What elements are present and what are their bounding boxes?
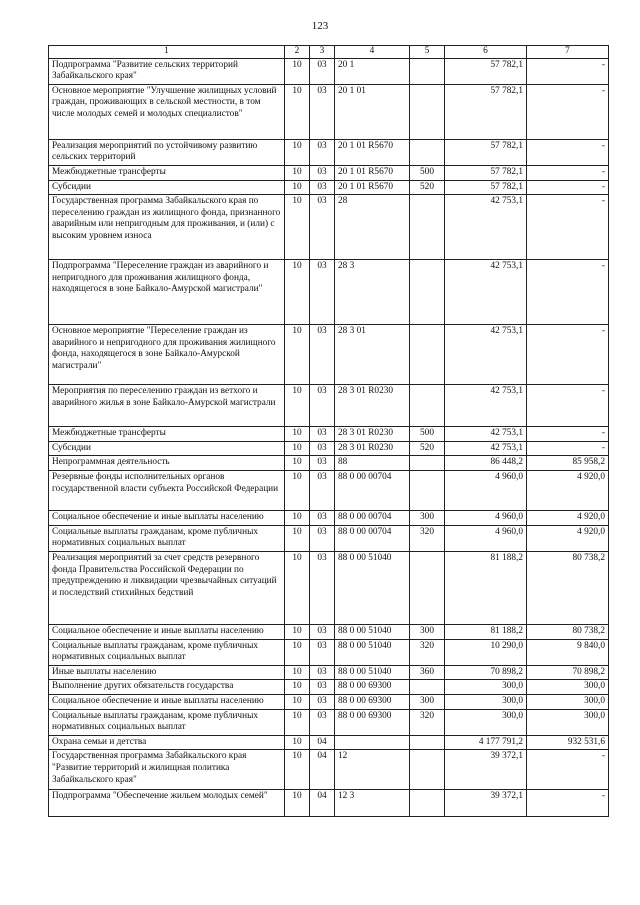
table-row [49, 195, 609, 260]
row-subsection: 03 [310, 680, 335, 695]
row-amount-year2: - [527, 180, 609, 195]
row-name: Государственная программа Забайкальского края по переселению граждан из жилищного фонда, признанного аварийным или непригодным для проживания, и (или) с высоким уровнем износа [49, 195, 285, 260]
row-amount-year1: 39 372,1 [445, 790, 527, 817]
row-amount-year1: 42 753,1 [445, 325, 527, 385]
row-subsection: 03 [310, 166, 335, 181]
row-subsection: 03 [310, 471, 335, 511]
row-subsection: 03 [310, 195, 335, 260]
row-name: Мероприятия по переселению граждан из ветхого и аварийного жилья в зоне Байкало-Амурской магистрали [49, 385, 285, 427]
row-amount-year2: - [527, 260, 609, 325]
row-amount-year1: 57 782,1 [445, 180, 527, 195]
row-section: 10 [285, 139, 310, 165]
row-amount-year1: 81 188,2 [445, 624, 527, 639]
table-header-row [49, 46, 609, 59]
row-name: Социальные выплаты гражданам, кроме публичных нормативных социальных выплат [49, 709, 285, 735]
row-section: 10 [285, 441, 310, 456]
row-expense-type: 500 [410, 427, 445, 442]
row-expense-type: 520 [410, 441, 445, 456]
row-amount-year2: 4 920,0 [527, 525, 609, 551]
budget-table [48, 45, 609, 817]
row-amount-year2: - [527, 139, 609, 165]
row-target-article: 88 0 00 51040 [335, 551, 410, 624]
row-amount-year2: - [527, 441, 609, 456]
row-subsection: 03 [310, 665, 335, 680]
row-expense-type [410, 750, 445, 790]
row-target-article: 20 1 01 R5670 [335, 139, 410, 165]
row-subsection: 03 [310, 624, 335, 639]
row-name: Социальные выплаты гражданам, кроме публичных нормативных социальных выплат [49, 639, 285, 665]
table-row [49, 735, 609, 750]
page-number: 123 [311, 20, 329, 32]
row-name: Выполнение других обязательств государства [49, 680, 285, 695]
table-row [49, 456, 609, 471]
table-row [49, 551, 609, 624]
column-header: 2 [285, 46, 310, 59]
row-name: Реализация мероприятий по устойчивому развитию сельских территорий [49, 139, 285, 165]
row-amount-year1: 86 448,2 [445, 456, 527, 471]
row-target-article: 88 0 00 69300 [335, 694, 410, 709]
row-expense-type [410, 680, 445, 695]
row-target-article: 28 [335, 195, 410, 260]
row-target-article: 12 3 [335, 790, 410, 817]
row-name: Социальное обеспечение и иные выплаты населению [49, 624, 285, 639]
row-section: 10 [285, 639, 310, 665]
row-expense-type [410, 385, 445, 427]
row-section: 10 [285, 166, 310, 181]
row-amount-year2: 932 531,6 [527, 735, 609, 750]
table-row [49, 325, 609, 385]
row-subsection: 03 [310, 427, 335, 442]
row-amount-year1: 57 782,1 [445, 166, 527, 181]
row-expense-type [410, 58, 445, 84]
row-name: Основное мероприятие "Переселение граждан из аварийного и непригодного для проживания жилищного фонда, находящегося в зоне Байкало-Амурской магистрали" [49, 325, 285, 385]
row-target-article: 28 3 01 R0230 [335, 441, 410, 456]
row-expense-type: 320 [410, 639, 445, 665]
row-section: 10 [285, 551, 310, 624]
table-row [49, 525, 609, 551]
row-target-article: 28 3 [335, 260, 410, 325]
row-amount-year1: 57 782,1 [445, 84, 527, 139]
row-amount-year2: 80 738,2 [527, 624, 609, 639]
row-amount-year1: 300,0 [445, 680, 527, 695]
row-target-article: 28 3 01 R0230 [335, 385, 410, 427]
column-header: 7 [527, 46, 609, 59]
row-amount-year2: 4 920,0 [527, 511, 609, 526]
row-subsection: 03 [310, 456, 335, 471]
row-subsection: 03 [310, 511, 335, 526]
row-name: Социальное обеспечение и иные выплаты населению [49, 694, 285, 709]
row-name: Субсидии [49, 441, 285, 456]
row-expense-type: 300 [410, 694, 445, 709]
row-section: 10 [285, 260, 310, 325]
row-target-article: 28 3 01 R0230 [335, 427, 410, 442]
row-amount-year1: 81 188,2 [445, 551, 527, 624]
row-target-article: 88 [335, 456, 410, 471]
row-name: Социальные выплаты гражданам, кроме публичных нормативных социальных выплат [49, 525, 285, 551]
row-section: 10 [285, 325, 310, 385]
row-expense-type [410, 735, 445, 750]
row-expense-type [410, 139, 445, 165]
row-target-article: 88 0 00 51040 [335, 624, 410, 639]
table-row [49, 694, 609, 709]
row-amount-year1: 300,0 [445, 709, 527, 735]
row-expense-type [410, 551, 445, 624]
row-amount-year1: 4 177 791,2 [445, 735, 527, 750]
table-row [49, 166, 609, 181]
row-section: 10 [285, 385, 310, 427]
row-section: 10 [285, 680, 310, 695]
column-header: 4 [335, 46, 410, 59]
row-subsection: 04 [310, 750, 335, 790]
row-name: Государственная программа Забайкальского края "Развитие территорий и жилищная политика Забайкальского края" [49, 750, 285, 790]
row-target-article: 20 1 01 [335, 84, 410, 139]
row-section: 10 [285, 58, 310, 84]
table-row [49, 427, 609, 442]
table-row [49, 84, 609, 139]
row-name: Непрограммная деятельность [49, 456, 285, 471]
column-header: 3 [310, 46, 335, 59]
row-subsection: 03 [310, 639, 335, 665]
row-name: Социальное обеспечение и иные выплаты населению [49, 511, 285, 526]
table-row [49, 750, 609, 790]
row-section: 10 [285, 790, 310, 817]
row-expense-type [410, 325, 445, 385]
row-section: 10 [285, 525, 310, 551]
row-section: 10 [285, 456, 310, 471]
row-section: 10 [285, 624, 310, 639]
row-name: Подпрограмма "Переселение граждан из аварийного и непригодного для проживания жилищного фонда, находящегося в зоне Байкало-Амурской магистрали" [49, 260, 285, 325]
row-subsection: 03 [310, 260, 335, 325]
row-amount-year2: - [527, 325, 609, 385]
row-name: Межбюджетные трансферты [49, 166, 285, 181]
row-section: 10 [285, 665, 310, 680]
row-subsection: 03 [310, 84, 335, 139]
table-row [49, 790, 609, 817]
row-expense-type: 520 [410, 180, 445, 195]
table-row [49, 441, 609, 456]
row-expense-type: 320 [410, 525, 445, 551]
row-section: 10 [285, 694, 310, 709]
row-section: 10 [285, 84, 310, 139]
row-amount-year1: 42 753,1 [445, 195, 527, 260]
row-subsection: 04 [310, 790, 335, 817]
row-amount-year2: - [527, 427, 609, 442]
row-section: 10 [285, 471, 310, 511]
row-amount-year2: - [527, 385, 609, 427]
row-subsection: 03 [310, 58, 335, 84]
table-row [49, 639, 609, 665]
row-name: Субсидии [49, 180, 285, 195]
row-section: 10 [285, 750, 310, 790]
row-amount-year2: 9 840,0 [527, 639, 609, 665]
row-target-article: 88 0 00 00704 [335, 511, 410, 526]
row-amount-year1: 39 372,1 [445, 750, 527, 790]
row-amount-year2: - [527, 195, 609, 260]
row-amount-year1: 4 960,0 [445, 511, 527, 526]
row-amount-year2: - [527, 58, 609, 84]
row-amount-year1: 10 290,0 [445, 639, 527, 665]
row-target-article: 20 1 01 R5670 [335, 180, 410, 195]
row-name: Основное мероприятие "Улучшение жилищных условий граждан, проживающих в сельской местности, в том числе молодых семей и молодых специалистов" [49, 84, 285, 139]
row-amount-year2: - [527, 84, 609, 139]
table-row [49, 511, 609, 526]
row-expense-type [410, 471, 445, 511]
row-target-article: 20 1 [335, 58, 410, 84]
row-amount-year1: 42 753,1 [445, 441, 527, 456]
row-name: Охрана семьи и детства [49, 735, 285, 750]
row-expense-type: 300 [410, 624, 445, 639]
column-header: 1 [49, 46, 285, 59]
row-section: 10 [285, 195, 310, 260]
row-amount-year2: 300,0 [527, 709, 609, 735]
row-section: 10 [285, 180, 310, 195]
table-row [49, 709, 609, 735]
row-target-article: 28 3 01 [335, 325, 410, 385]
table-row [49, 260, 609, 325]
row-section: 10 [285, 709, 310, 735]
row-name: Подпрограмма "Обеспечение жильем молодых семей" [49, 790, 285, 817]
row-name: Межбюджетные трансферты [49, 427, 285, 442]
row-subsection: 03 [310, 709, 335, 735]
row-amount-year1: 42 753,1 [445, 260, 527, 325]
column-header: 6 [445, 46, 527, 59]
row-amount-year1: 42 753,1 [445, 385, 527, 427]
row-expense-type [410, 790, 445, 817]
row-target-article: 88 0 00 69300 [335, 709, 410, 735]
row-expense-type [410, 84, 445, 139]
row-target-article: 88 0 00 00704 [335, 471, 410, 511]
column-header: 5 [410, 46, 445, 59]
row-subsection: 03 [310, 180, 335, 195]
row-expense-type: 300 [410, 511, 445, 526]
row-subsection: 03 [310, 441, 335, 456]
row-amount-year2: 4 920,0 [527, 471, 609, 511]
row-amount-year2: 70 898,2 [527, 665, 609, 680]
row-amount-year1: 4 960,0 [445, 525, 527, 551]
row-name: Иные выплаты населению [49, 665, 285, 680]
table-row [49, 139, 609, 165]
row-target-article: 12 [335, 750, 410, 790]
row-subsection: 03 [310, 525, 335, 551]
table-row [49, 385, 609, 427]
row-amount-year2: 85 958,2 [527, 456, 609, 471]
table-row [49, 665, 609, 680]
row-target-article: 88 0 00 51040 [335, 639, 410, 665]
row-name: Реализация мероприятий за счет средств резервного фонда Правительства Российской Федерации по предупреждению и ликвидации чрезвычайных ситуаций и последствий стихийных бедствий [49, 551, 285, 624]
table-row [49, 624, 609, 639]
row-amount-year2: 80 738,2 [527, 551, 609, 624]
row-subsection: 03 [310, 139, 335, 165]
row-amount-year2: - [527, 166, 609, 181]
table-row [49, 680, 609, 695]
table-row [49, 58, 609, 84]
row-amount-year2: - [527, 750, 609, 790]
row-expense-type [410, 260, 445, 325]
row-amount-year1: 42 753,1 [445, 427, 527, 442]
row-amount-year2: 300,0 [527, 694, 609, 709]
row-amount-year1: 57 782,1 [445, 139, 527, 165]
row-section: 10 [285, 511, 310, 526]
row-expense-type [410, 456, 445, 471]
row-subsection: 04 [310, 735, 335, 750]
row-expense-type: 500 [410, 166, 445, 181]
row-name: Резервные фонды исполнительных органов государственной власти субъекта Российской Федерации [49, 471, 285, 511]
row-amount-year2: - [527, 790, 609, 817]
row-subsection: 03 [310, 551, 335, 624]
row-section: 10 [285, 427, 310, 442]
row-target-article [335, 735, 410, 750]
row-expense-type: 360 [410, 665, 445, 680]
row-target-article: 88 0 00 69300 [335, 680, 410, 695]
row-subsection: 03 [310, 325, 335, 385]
row-name: Подпрограмма "Развитие сельских территорий Забайкальского края" [49, 58, 285, 84]
row-target-article: 88 0 00 00704 [335, 525, 410, 551]
row-section: 10 [285, 735, 310, 750]
row-target-article: 88 0 00 51040 [335, 665, 410, 680]
row-amount-year1: 70 898,2 [445, 665, 527, 680]
row-subsection: 03 [310, 385, 335, 427]
row-amount-year2: 300,0 [527, 680, 609, 695]
row-amount-year1: 300,0 [445, 694, 527, 709]
row-amount-year1: 4 960,0 [445, 471, 527, 511]
table-row [49, 471, 609, 511]
row-expense-type: 320 [410, 709, 445, 735]
table-row [49, 180, 609, 195]
row-subsection: 03 [310, 694, 335, 709]
row-expense-type [410, 195, 445, 260]
row-amount-year1: 57 782,1 [445, 58, 527, 84]
row-target-article: 20 1 01 R5670 [335, 166, 410, 181]
